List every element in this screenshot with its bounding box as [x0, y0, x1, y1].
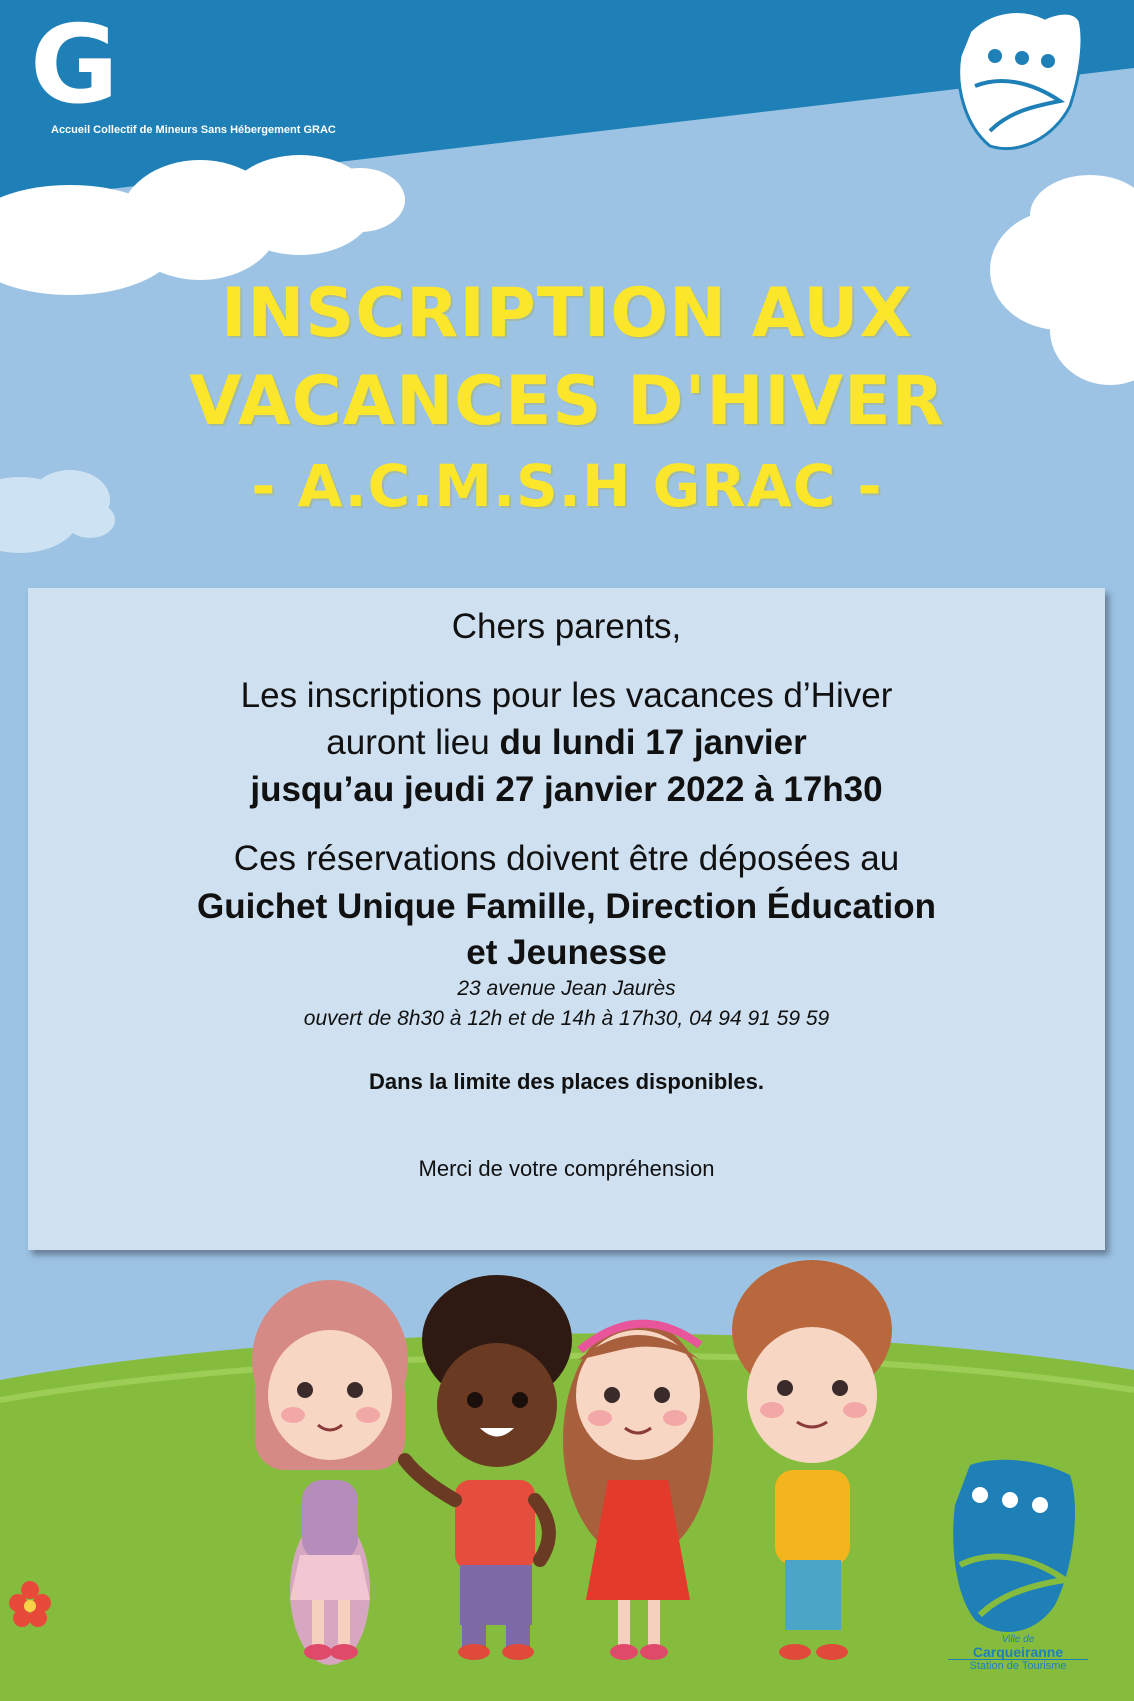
availability-note	[28, 1067, 1105, 1097]
greeting: Chers parents,	[451, 607, 682, 646]
dates-line-2	[28, 720, 1105, 765]
office-address: 23 avenue Jean Jaurès	[457, 977, 676, 1000]
title-line-3: - A.C.M.S.H GRAC -	[251, 452, 883, 520]
dates-line-3	[28, 767, 1105, 812]
dates-line-2-normal: auront lieu	[326, 723, 500, 762]
title-line-2: VACANCES D'HIVER	[189, 362, 945, 441]
poster-title	[0, 270, 1134, 526]
deposit-line-3	[28, 930, 1105, 975]
title-line-1: INSCRIPTION AUX	[221, 274, 913, 353]
dates-start: du lundi 17 janvier	[499, 723, 807, 762]
office-hours: ouvert de 8h30 à 12h et de 14h à 17h30, 04 94 91 59 59	[303, 1007, 830, 1030]
header-subtitle: Accueil Collectif de Mineurs Sans Hébergement GRAC	[51, 124, 336, 136]
carqueiranne-logo-text	[938, 1633, 1098, 1673]
deposit-line-1: Ces réservations doivent être déposées au	[233, 839, 900, 878]
deposit-line-2	[28, 884, 1105, 929]
logo-town-name: Carqueiranne	[972, 1644, 1064, 1660]
availability-text: Dans la limite des places disponibles.	[369, 1069, 764, 1094]
logo-ville-de: Ville de	[1001, 1634, 1035, 1645]
logo-letter: G	[30, 3, 117, 128]
dates-end: jusqu’au jeudi 27 janvier 2022 à 17h30	[250, 770, 883, 809]
thanks-note: Merci de votre compréhension	[418, 1156, 715, 1181]
dates-line-1: Les inscriptions pour les vacances d’Hiver	[240, 676, 893, 715]
logo-station: Station de Tourisme	[948, 1659, 1088, 1673]
office-name-cont: et Jeunesse	[466, 933, 667, 972]
notice-panel	[28, 588, 1105, 1250]
office-name: Guichet Unique Famille, Direction Éducation	[197, 887, 936, 926]
